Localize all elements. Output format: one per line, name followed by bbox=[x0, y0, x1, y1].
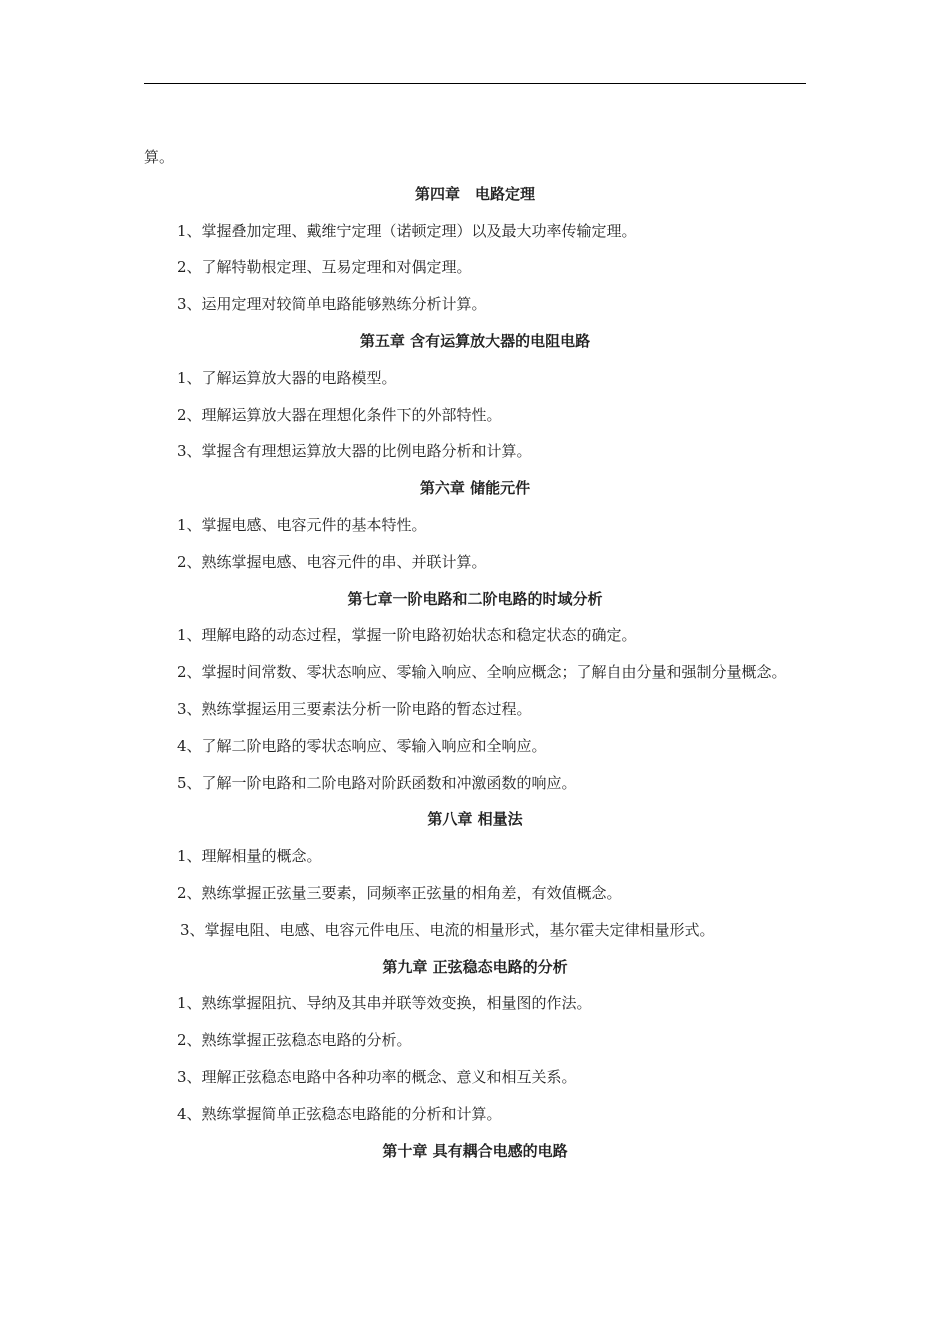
chapter-10-heading: 第十章 具有耦合电感的电路 bbox=[382, 1141, 568, 1160]
list-item: 3、掌握电阻、电感、电容元件电压、电流的相量形式，基尔霍夫定律相量形式。 bbox=[180, 920, 715, 939]
chapter-4-heading: 第四章 电路定理 bbox=[414, 184, 535, 203]
list-item: 1、理解电路的动态过程，掌握一阶电路初始状态和稳定状态的确定。 bbox=[177, 626, 637, 645]
document-body bbox=[144, 139, 806, 1169]
chapter-9-heading: 第九章 正弦稳态电路的分析 bbox=[382, 957, 568, 976]
chapter-6-heading: 第六章 储能元件 bbox=[419, 479, 531, 498]
chapter-5-heading: 第五章 含有运算放大器的电阻电路 bbox=[359, 331, 591, 350]
list-item: 2、掌握时间常数、零状态响应、零输入响应、全响应概念；了解自由分量和强制分量概念。 bbox=[177, 663, 787, 682]
list-item: 5、了解一阶电路和二阶电路对阶跃函数和冲激函数的响应。 bbox=[177, 773, 577, 792]
chapter-7-heading: 第七章一阶电路和二阶电路的时域分析 bbox=[347, 589, 603, 608]
list-item: 3、掌握含有理想运算放大器的比例电路分析和计算。 bbox=[177, 442, 532, 461]
list-item: 1、掌握叠加定理、戴维宁定理（诺顿定理）以及最大功率传输定理。 bbox=[177, 221, 637, 240]
chapter-8-heading: 第八章 相量法 bbox=[427, 810, 523, 829]
list-item: 4、了解二阶电路的零状态响应、零输入响应和全响应。 bbox=[177, 736, 547, 755]
list-item: 2、熟练掌握正弦量三要素，同频率正弦量的相角差，有效值概念。 bbox=[177, 883, 622, 902]
list-item: 1、理解相量的概念。 bbox=[177, 847, 322, 866]
list-item: 2、熟练掌握电感、电容元件的串、并联计算。 bbox=[177, 552, 487, 571]
list-item: 3、运用定理对较简单电路能够熟练分析计算。 bbox=[177, 295, 487, 314]
continuation-text: 算。 bbox=[144, 148, 175, 166]
list-item: 2、了解特勒根定理、互易定理和对偶定理。 bbox=[177, 258, 472, 277]
list-item: 2、理解运算放大器在理想化条件下的外部特性。 bbox=[177, 405, 502, 424]
list-item: 1、熟练掌握阻抗、导纳及其串并联等效变换，相量图的作法。 bbox=[177, 994, 592, 1013]
list-item: 3、理解正弦稳态电路中各种功率的概念、意义和相互关系。 bbox=[177, 1067, 577, 1086]
list-item: 2、熟练掌握正弦稳态电路的分析。 bbox=[177, 1031, 412, 1050]
list-item: 1、掌握电感、电容元件的基本特性。 bbox=[177, 515, 427, 534]
list-item: 1、了解运算放大器的电路模型。 bbox=[177, 368, 397, 387]
list-item: 4、熟练掌握简单正弦稳态电路能的分析和计算。 bbox=[177, 1104, 502, 1123]
list-item: 3、熟练掌握运用三要素法分析一阶电路的暂态过程。 bbox=[177, 699, 532, 718]
header-rule bbox=[144, 83, 806, 84]
